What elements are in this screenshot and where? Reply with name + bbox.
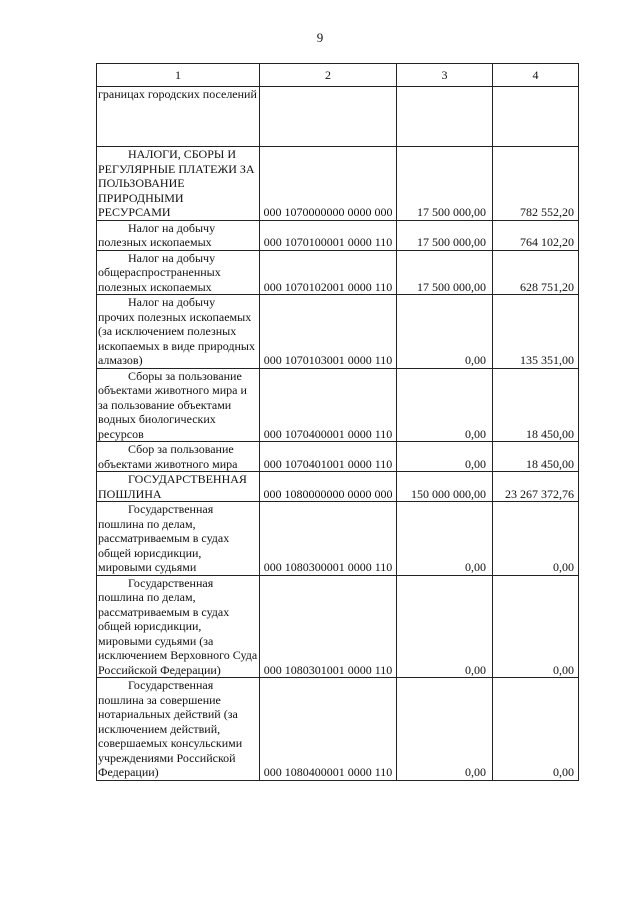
row-name-first-line: Налог на добычу <box>128 220 216 235</box>
row-actual-cell: 18 450,00 <box>493 442 579 472</box>
row-name-first-line: Сборы за пользование <box>128 368 242 383</box>
row-name-first-line: НАЛОГИ, СБОРЫ И <box>128 147 237 161</box>
row-name-text: пошлина по делам, рассматриваемым в судах общей юрисдикции, мировыми судьями <box>98 516 230 574</box>
row-name-first-line: Налог на добычу <box>128 295 216 309</box>
row-name-text: ПОШЛИНА <box>98 486 162 501</box>
row-name-cell <box>97 472 260 502</box>
row-name-text: РЕГУЛЯРНЫЕ ПЛАТЕЖИ ЗА ПОЛЬЗОВАНИЕ ПРИРОДНЫМИ РЕСУРСАМИ <box>98 161 255 219</box>
row-plan-cell: 17 500 000,00 <box>397 147 493 221</box>
row-name-text: общераспространенных полезных ископаемых <box>98 265 221 294</box>
row-name-text: пошлина по делам, рассматриваемым в судах общей юрисдикции, мировыми судьями (за исключением Верховного Суда Российской Федерации) <box>98 590 258 677</box>
row-actual-cell: 0,00 <box>493 678 579 781</box>
table-row <box>97 678 579 781</box>
row-actual-cell: 0,00 <box>493 575 579 678</box>
row-name-text: пошлина за совершение нотариальных действий (за исключением действий, совершаемых консульскими учреждениями Российской Федерации) <box>98 692 243 779</box>
row-plan-cell: 17 500 000,00 <box>397 220 493 250</box>
table-row <box>97 575 579 678</box>
row-plan-cell: 0,00 <box>397 295 493 369</box>
row-code-cell: 000 1070100001 0000 110 <box>260 220 397 250</box>
row-name-cell <box>97 442 260 472</box>
table-row <box>97 442 579 472</box>
table-row <box>97 87 579 147</box>
table-row <box>97 368 579 442</box>
row-plan-cell: 0,00 <box>397 678 493 781</box>
row-name-first-line: Сбор за пользование <box>128 442 234 456</box>
row-plan-cell: 17 500 000,00 <box>397 250 493 295</box>
row-name-first-line: Государственная <box>128 502 214 516</box>
row-plan-cell: 0,00 <box>397 502 493 576</box>
header-cell: 1 <box>97 64 260 87</box>
row-code-cell: 000 1070103001 0000 110 <box>260 295 397 369</box>
row-plan-cell <box>397 87 493 147</box>
row-name-cell <box>97 147 260 221</box>
row-name-text: прочих полезных ископаемых (за исключением полезных ископаемых в виде природных алмазов) <box>98 309 255 367</box>
row-name-cell <box>97 87 260 147</box>
row-actual-cell: 135 351,00 <box>493 295 579 369</box>
revenue-table <box>96 63 579 781</box>
row-code-cell <box>260 87 397 147</box>
row-code-cell: 000 1070401001 0000 110 <box>260 442 397 472</box>
row-name-text: полезных ископаемых <box>98 235 212 249</box>
row-code-cell: 000 1070400001 0000 110 <box>260 368 397 442</box>
row-name-first-line: Государственная <box>128 678 214 692</box>
row-name-cell <box>97 502 260 576</box>
row-actual-cell: 0,00 <box>493 502 579 576</box>
table-row <box>97 250 579 295</box>
row-code-cell: 000 1070102001 0000 110 <box>260 250 397 295</box>
row-code-cell: 000 1080400001 0000 110 <box>260 678 397 781</box>
row-name-cell <box>97 250 260 295</box>
row-plan-cell: 150 000 000,00 <box>397 472 493 502</box>
row-code-cell: 000 1080000000 0000 000 <box>260 472 397 502</box>
row-actual-cell: 18 450,00 <box>493 368 579 442</box>
header-cell: 4 <box>493 64 579 87</box>
row-name-cell <box>97 295 260 369</box>
row-name-text: объектами животного мира и за пользование объектами водных биологических ресурсов <box>98 383 247 441</box>
row-name-cell <box>97 575 260 678</box>
table-row <box>97 295 579 369</box>
row-actual-cell: 764 102,20 <box>493 220 579 250</box>
row-name-first-line: Налог на добычу <box>128 250 216 265</box>
row-code-cell: 000 1070000000 0000 000 <box>260 147 397 221</box>
table-row <box>97 147 579 221</box>
row-name-cell <box>97 368 260 442</box>
row-plan-cell: 0,00 <box>397 368 493 442</box>
table-row <box>97 220 579 250</box>
header-cell: 2 <box>260 64 397 87</box>
row-plan-cell: 0,00 <box>397 442 493 472</box>
row-name-cell <box>97 678 260 781</box>
row-name-text: границах городских поселений <box>98 87 257 101</box>
header-cell: 3 <box>397 64 493 87</box>
row-actual-cell: 782 552,20 <box>493 147 579 221</box>
table-row <box>97 472 579 502</box>
row-plan-cell: 0,00 <box>397 575 493 678</box>
table-row <box>97 502 579 576</box>
row-actual-cell: 23 267 372,76 <box>493 472 579 502</box>
row-code-cell: 000 1080301001 0000 110 <box>260 575 397 678</box>
row-name-cell <box>97 220 260 250</box>
row-actual-cell: 628 751,20 <box>493 250 579 295</box>
row-actual-cell <box>493 87 579 147</box>
row-code-cell: 000 1080300001 0000 110 <box>260 502 397 576</box>
row-name-first-line: ГОСУДАРСТВЕННАЯ <box>128 472 247 486</box>
header-row <box>97 64 579 87</box>
row-name-text: объектами животного мира <box>98 456 238 471</box>
page-number: 9 <box>316 30 324 45</box>
row-name-first-line: Государственная <box>128 575 214 590</box>
